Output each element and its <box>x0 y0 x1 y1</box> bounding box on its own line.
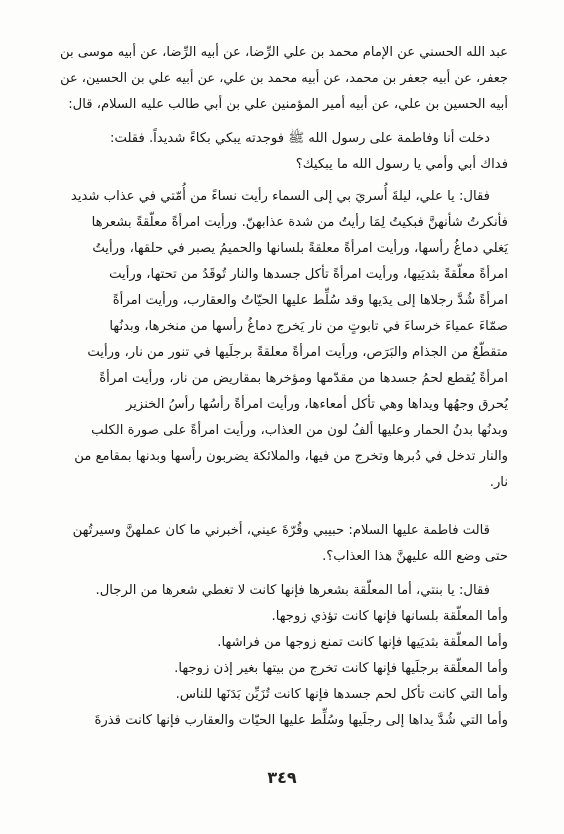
text-line: يُحرق وجهُها ويداها وهي تأكل أمعاءها، ورأيت امرأةً رأسُها رأسُ الخنزير <box>125 397 508 412</box>
text-line: أبيه الحسين بن علي، عن أبيه أمير المؤمنين علي بن أبي طالب عليه السلام، قال: <box>68 97 508 112</box>
text-line: فقال: يا بنتي، أما المعلّقة بشعرها فإنها كانت لا تغطي شعرها من الرجال. <box>95 583 490 598</box>
text-line: وأما المعلّقة بثديَيها فإنها كانت تمنع زوجها من فراشها. <box>217 635 508 650</box>
text-line: وبدنُها بدنُ الحمار وعليها ألفُ لون من العذاب، ورأيت امرأةً على صورة الكلب <box>91 423 508 438</box>
text-line: امرأةً شُدَّ رجلاها إلى يدَيها وقد سُلِّط عليها الحيّاتُ والعقارب، ورأيت امرأةً <box>112 293 508 308</box>
paragraph-vision <box>60 184 508 496</box>
text-line: فأنكرتُ شأنهنَّ فبكيتُ لِمَا رأيتُ من شدة عذابهنّ. ورأيت امرأةً معلّقةً بشعرها <box>91 215 508 230</box>
text-line: وأما المعلّقة برجلَيها فإنها كانت تخرج من بيتها بغير إذن زوجها. <box>174 661 508 676</box>
text-line: دخلت أنا وفاطمة على رسول الله ﷺ فوجدته يبكي بكاءً شديداً. فقلت: <box>110 131 490 146</box>
text-line: وأما التي شُدَّ يداها إلى رجلَيها وسُلِّط عليها الحيّات والعقارب فإنها كانت قذرةَ <box>94 713 508 728</box>
text-line: امرأةً معلّقةً بثديَيها، ورأيت امرأةً تأكل جسدها والنار تُوقَدُ من تحتها، ورأيت <box>109 267 508 282</box>
text-line: والنار تدخل في دُبرها وتخرج من فيها، والملائكة يضربون رأسها وبدنها بمقامع من <box>74 449 508 464</box>
text-line: قالت فاطمة عليها السلام: حبيبي وقُرّةَ عيني، أخبرني ما كان عملهنَّ وسيرتُهن <box>72 523 490 538</box>
paragraph-explanation <box>60 578 508 734</box>
text-line: يَغلي دماغُ رأسها، ورأيت امرأةً معلقةً بلسانها والحميمُ يصبر في حلقها، ورأيتُ <box>92 241 508 256</box>
text-line: وأما المعلّقة بلسانها فإنها كانت تؤذي زوجها. <box>271 609 508 624</box>
paragraph-visit <box>60 126 508 178</box>
paragraph-chain-of-narration <box>60 40 508 118</box>
text-line: صمّاءَ عمياءَ خرساءَ في تابوتٍ من نار يَخرج دماغُ رأسها من منخرها، وبدنُها <box>109 319 508 334</box>
text-line: عبد الله الحسني عن الإمام محمد بن علي الرِّضا، عن أبيه الرِّضا، عن أبيه موسى بن <box>59 45 508 60</box>
text-line: نار. <box>489 475 508 490</box>
text-line: وأما التي كانت تأكل لحم جسدها فإنها كانت تُزَيِّن بَدَنَها للناس. <box>175 687 508 702</box>
text-line: متقطّعٌ من الجذام والبَرَص، ورأيت امرأةً معلقةً برجلَيها في تنور من نار، ورأيت <box>87 345 508 360</box>
page-number: ٣٤٩ <box>267 768 297 787</box>
text-line: امرأةً يُقطع لحمُ جسدها من مقدّمها ومؤخرها بمقاريض من نار، ورأيت امرأةً <box>99 371 508 386</box>
text-line: حتى وضع الله عليهنَّ هذا العذاب؟. <box>322 549 508 564</box>
text-line: فقال: يا علي، ليلةَ أُسريَ بي إلى السماء رأيت نساءً من أُمّتي في عذاب شديد <box>70 189 490 204</box>
text-line: فداك أبي وأمي يا رسول الله ما يبكيك؟ <box>295 157 508 172</box>
text-line: جعفر، عن أبيه جعفر بن محمد، عن أبيه محمد بن علي، عن أبيه علي بن الحسين، عن <box>60 71 508 86</box>
paragraph-fatima-question <box>60 518 508 570</box>
